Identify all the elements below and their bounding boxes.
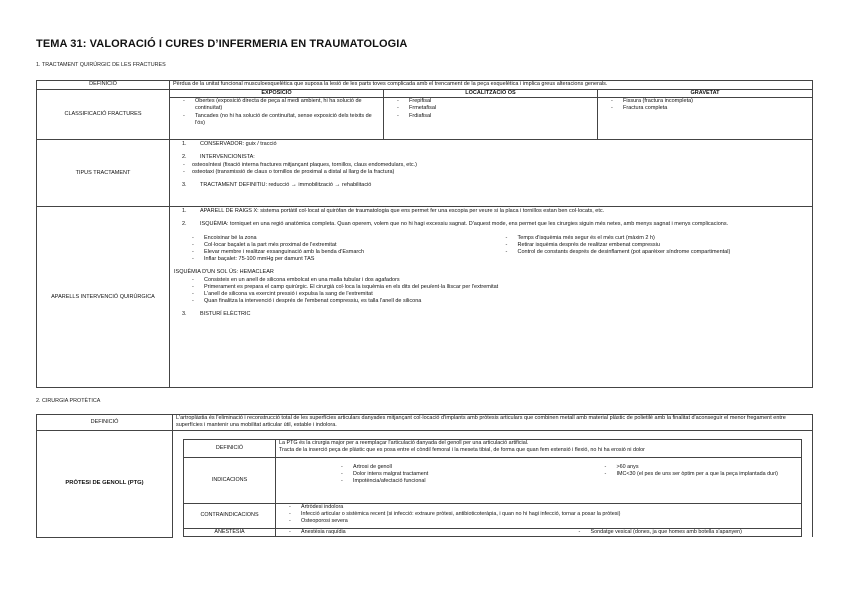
artroplastia-definicio: L'artroplàstia és l'eliminació i reconstrucció total de les superfícies articulars danyades mitjançant col·locació d'implants amb pròtesis articulars que combinen metall amb material plàstic de polietilè amb la finalitat d'aconseguir el menor fregament entre superfícies i mantenir una mobilitat articular útil, estable i indolora. [173, 415, 813, 431]
row-label-definicio-2: DEFINICIÓ [37, 415, 173, 431]
row-label-aparells: APARELLS INTERVENCIÓ QUIRÚRGICA [37, 207, 170, 388]
row-label-tipus: TIPUS TRACTAMENT [37, 140, 170, 207]
aparell-bisturi: BISTURÍ ELÈCTRIC [200, 311, 251, 318]
list-item: - Dolor intens malgrat tractament [331, 471, 535, 478]
list-number: 2. [182, 154, 187, 161]
row-label-anestesia: ANESTÈSIA [184, 529, 276, 537]
list-number: 1. [182, 208, 187, 215]
aparells-cell [170, 207, 813, 388]
row-label-protesi-genoll: PRÒTESI DE GENOLL (PTG) [37, 431, 173, 538]
tipus-definitiu [200, 182, 371, 189]
list-item: - Osteoporosi severa [279, 518, 798, 525]
list-item: - Elevar membre i realitzar exsanguinació amb la benda d'Esmarch [182, 249, 496, 256]
aparell-raigs-x: APARELL DE RAIGS X: sistema portàtil col·locat al quiròfan de traumatologia que ens permet fer una escopia per veure si la placa i tornillos estan ben col·locats, etc. [200, 208, 605, 215]
protesi-cell [173, 431, 813, 538]
row-label-ptg-definicio: DEFINICIÓ [184, 440, 276, 458]
list-item: - Artrosi de genoll [331, 464, 535, 471]
list-item: - Primerament es prepara el camp quirúrgic. El cirurgià col·loca la isquèmia en els dits del peu/ent·la lliscar per l'extremitat [182, 284, 809, 291]
section-heading-1: 1. TRACTAMENT QUIRÚRGIC DE LES FRACTURES [36, 62, 166, 68]
arrow-right-icon: → [290, 182, 297, 189]
arrow-right-icon: → [334, 182, 341, 189]
ptg-definicio-cell [276, 440, 802, 458]
list-item: - Control de constants després de desinflament (pot aparèixer síndrome compartimental) [496, 249, 810, 256]
localitzacio-cell [384, 98, 598, 140]
list-item: - Artròdesi indolora [279, 504, 798, 511]
tipus-cell [170, 140, 813, 207]
header-gravetat: GRAVETAT [598, 90, 813, 98]
header-localitzacio: LOCALITZACIÓ ÒS [384, 90, 598, 98]
exposicio-cell [170, 98, 384, 140]
list-number: 2. [182, 221, 187, 228]
list-item: - Consisteix en un anell de silicona embolcat en una malla tubular i dos agafadors [182, 277, 809, 284]
list-item: - osteotaxi (transmissió de claus o tornillos de proximal a distal al llarg de la fractura) [182, 169, 809, 176]
list-item: - Frmetafisal [387, 105, 594, 112]
isquemia-lists [182, 235, 809, 264]
ptg-inner-table [183, 439, 802, 537]
list-item: - Fissura (fractura incompleta) [601, 98, 809, 105]
row-label-definicio: DEFINICIÓ [37, 81, 170, 90]
list-item: - Encoixinar bé la zona [182, 235, 496, 242]
list-item: - Sondatge vesical (dones, ja que homes amb botella s'apanyen) [569, 529, 799, 536]
list-item: - Obertes (exposició directa de peça al medi ambient, hi ha solució de continuïtat) [173, 98, 380, 112]
ptg-definicio-2: Tracta de la inserció peça de plàstic que es posa entre el còndil femoral i la meseta tibial, de forma que quan fem extensió i flexió, no hi ha erosió ni dolor [279, 447, 645, 454]
list-item: - L'anell de silicona va exercint pressió i expulsa la sang de l'extremitat [182, 291, 809, 298]
list-item: - Frdiafisal [387, 113, 594, 120]
tipus-conservador: CONSERVADOR: guix / tracció [200, 141, 277, 148]
list-item: - osteosíntesi (fixació interna fractures mitjançant plaques, tornillos, claus endomedulars, etc.) [182, 162, 809, 169]
list-item: - Temps d'isquèmia més segur és el més curt (màxim 2 h) [496, 235, 810, 242]
row-label-classificacio: CLASSIFICACIÓ FRACTURES [37, 90, 170, 140]
list-item: - >60 anys [595, 464, 799, 471]
gravetat-cell [598, 98, 813, 140]
tractament-reduccio: TRACTAMENT DEFINITIU: reducció [200, 182, 290, 189]
protesi-table [36, 414, 813, 538]
list-item: - IMC<30 (el pes de uns ser òptim per a que la peça implantada duri) [595, 471, 799, 478]
contraindicacions-cell [276, 504, 802, 529]
list-item: - Quan finalitza la intervenció i després de l'embenat compressiu, es talla l'anell de silicona [182, 298, 809, 305]
list-number: 1. [182, 141, 187, 148]
tractament-immobilitzacio: immobilització [298, 182, 333, 189]
page-title: TEMA 31: VALORACIÓ I CURES D’INFERMERIA EN TRAUMATOLOGIA [36, 38, 408, 50]
list-item: - Tancades (no hi ha solució de continuïtat, sense exposició dels teixits de l'ós) [173, 113, 380, 127]
tractament-rehabilitacio: rehabilitació [342, 182, 372, 189]
row-label-indicacions: INDICACIONS [184, 458, 276, 504]
definicio-text: Pèrdua de la unitat funcional musculoesquelètica que suposa la lesió de les parts toves complicada amb el trencament de la peça esquelètica i implica greus alteracions generals. [170, 81, 813, 90]
row-label-contraindicacions: CONTRAINDICACIONS [184, 504, 276, 529]
list-item: - Retirar isquèmia després de realitzar embenat compressiu [496, 242, 810, 249]
list-item: - Infecció articular o sistèmica recent (si infecció: extraure pròtesi, antibioticoteràpia, i quan no hi hagi infecció, tornar a posar la pròtesi) [279, 511, 798, 518]
header-exposicio: EXPOSICIÓ [170, 90, 384, 98]
fractures-table [36, 80, 813, 388]
list-item: - Frepifisal [387, 98, 594, 105]
list-item: - Fractura completa [601, 105, 809, 112]
tipus-intervencionista: INTERVENCIONISTA: [200, 154, 255, 161]
list-item: - Impotència/afectació funcional [331, 478, 535, 485]
ptg-definicio-1: La PTG és la cirurgia major per a reemplaçar l'articulació danyada del genoll per una articulació artificial. [279, 440, 529, 446]
list-number: 3. [182, 182, 187, 189]
anestesia-cell [276, 529, 802, 537]
indicacions-cell [276, 458, 802, 504]
list-item: - Col·locar baçalet a la part més proximal de l'extremitat [182, 242, 496, 249]
list-number: 3. [182, 311, 187, 318]
aparell-isquemia: ISQUÈMIA: torniquet en una regió anatòmica completa. Quan operem, volem que no hi hagi excessiu sagnat. D'aquest mode, ens permet que les cirurgies siguin més netes, amb menys sagnat i menys complicacions. [200, 221, 729, 228]
section-heading-2: 2. CIRURGIA PROTÈTICA [36, 398, 101, 404]
list-item: - Inflar baçalet: 75-100 mmHg per damunt TAS [182, 256, 496, 263]
hemaclear-title: ISQUÈMIA D'UN SOL ÚS: HEMACLEAR [174, 269, 274, 276]
list-item: - Anestèsia raquídia [279, 529, 509, 536]
